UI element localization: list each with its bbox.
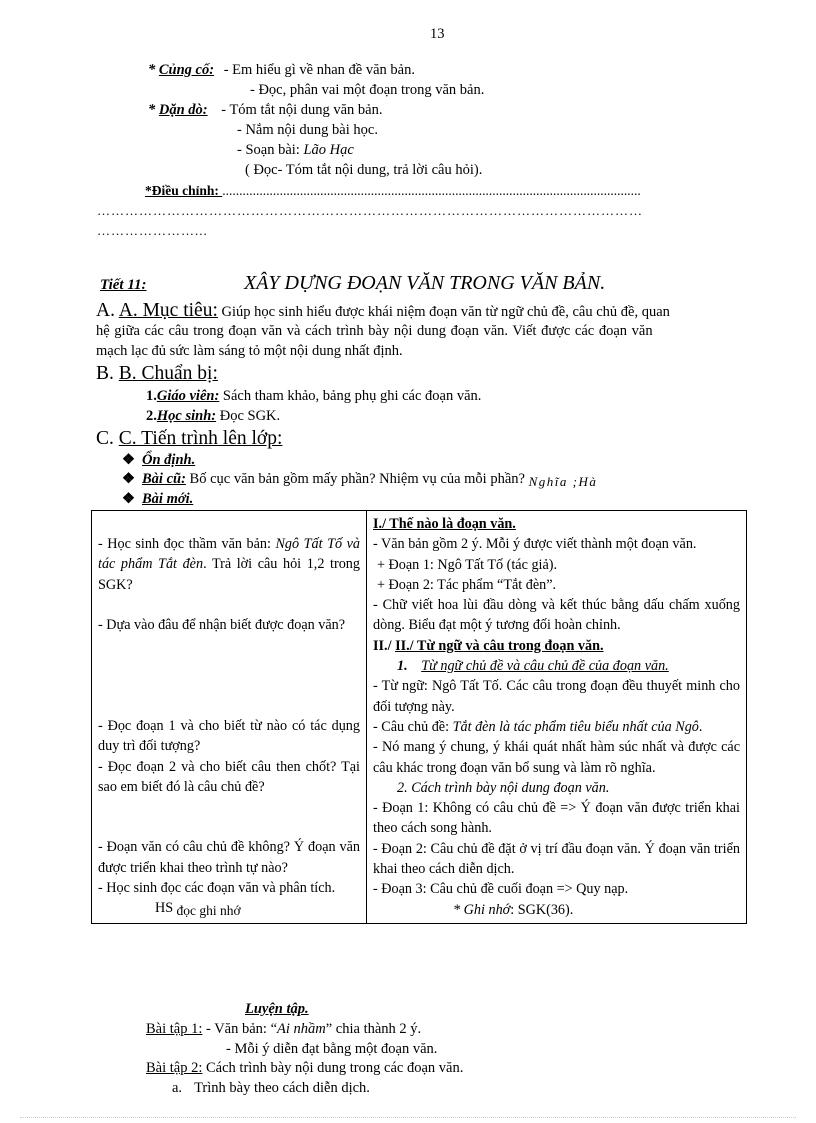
content-r7: - Nó mang ý chung, ý khái quát nhất hàm súc nhất và được các câu khác trong đoạn văn bổ sung và làm rõ nghĩa. [373, 739, 740, 776]
question-7-text: đọc ghi nhớ [173, 903, 241, 919]
exercise-2-text: Cách trình bày nội dung trong các đoạn văn. [202, 1060, 464, 1076]
exercise-1-line-2: - Mỗi ý diễn đạt bằng một đoạn văn. [226, 1041, 438, 1057]
question-7 [98, 898, 360, 918]
prep-student [146, 408, 280, 425]
section-2-heading: II./ II./ Từ ngữ và câu trong đoạn văn. [373, 637, 604, 654]
question-1-b: Ngô Tất Tố và tác phẩm Tắt đèn [98, 536, 360, 573]
dan-do-text-3-title: Lão Hạc [303, 142, 354, 158]
step-2-names: Nghĩa ;Hà [528, 474, 598, 489]
dan-do-text-3 [237, 142, 354, 159]
process-heading: C. C. Tiến trình lên lớp: [96, 428, 283, 449]
question-4: - Đọc đoạn 2 và cho biết câu then chốt? Tại sao em biết đó là câu chủ đề? [98, 758, 360, 796]
exercise-1-label: Bài tập 1: [146, 1021, 203, 1037]
diamond-bullet-icon: ❖ [122, 471, 135, 487]
lesson-title: XÂY DỰNG ĐOẠN VĂN TRONG VĂN BẢN. [244, 272, 606, 294]
step-2-text: Bố cục văn bản gồm mấy phần? Nhiệm vụ của mỗi phần? [185, 471, 529, 487]
content-r6-c: . [698, 718, 703, 735]
dieu-chinh-line [145, 183, 641, 199]
content-r8: - Đoạn 1: Không có câu chủ đề => Ý đoạn văn được triển khai theo cách song hành. [373, 800, 740, 837]
diamond-bullet-icon: ❖ [122, 491, 135, 507]
dieu-chinh-label: *Điều chỉnh: [145, 183, 223, 198]
prep-teacher-text: Sách tham khảo, bảng phụ ghi các đoạn văn. [219, 388, 482, 404]
objective-label: A. A. Mục tiêu: [96, 300, 218, 321]
content-r3: + Đoạn 2: Tác phẩm “Tắt đèn”. [377, 576, 557, 593]
dan-do-text-1: - Tóm tắt nội dung văn bản. [221, 102, 383, 118]
prep-label: B. Chuẩn bị: [118, 363, 218, 384]
question-1-a: - Học sinh đọc thầm văn bản: [98, 536, 276, 552]
subsection-2-heading: 2. Cách trình bày nội dung đoạn văn. [397, 779, 610, 796]
subsection-1-text: Từ ngữ chủ đề và câu chủ đề của đoạn văn. [421, 658, 669, 675]
dan-do-text-3-prefix: - Soạn bài: [237, 142, 304, 158]
content-r9: - Đoạn 2: Câu chủ đề đặt ở vị trí đầu đoạn văn. Ý đoạn văn triển khai theo cách diễn dịch. [373, 840, 740, 878]
question-1 [98, 534, 360, 595]
objective-text-1: Giúp học sinh hiểu được khái niệm đoạn văn từ ngữ chủ đề, câu chủ đề, quan [217, 304, 670, 320]
dan-do-text-4: ( Đọc- Tóm tắt nội dung, trả lời câu hỏi). [245, 162, 483, 178]
diamond-bullet-icon: ❖ [122, 452, 135, 468]
content-r11-a: * Ghi nhớ [453, 901, 511, 918]
exercise-2 [146, 1060, 463, 1077]
dan-do-star: * [148, 102, 159, 118]
content-r6-b: Tắt đèn là tác phẩm tiêu biểu nhất của Ngô [452, 718, 699, 735]
objective-text-3: mạch lạc đủ sức làm sáng tỏ một nội dung nhất định. [96, 343, 403, 359]
dieu-chinh-dots: ............................................................................................................................ [222, 183, 641, 198]
dots-line-3: …………………... [97, 223, 208, 238]
table-row [92, 511, 747, 924]
subsection-1-heading [373, 656, 740, 676]
content-r6 [373, 717, 740, 737]
tiet-label: Tiết 11: [100, 277, 147, 293]
dan-do-text-2: - Nắm nội dung bài học. [237, 122, 378, 138]
step-2-label: Bài cũ: [142, 471, 186, 487]
cung-co-text-1: - Em hiểu gì về nhan đề văn bản. [223, 62, 415, 78]
objective-text-2: hệ giữa các câu trong đoạn văn và cách trình bày nội dung đoạn văn. Viết được các đoạn văn [96, 323, 653, 339]
content-r2: + Đoạn 1: Ngô Tất Tố (tác giả). [377, 556, 558, 573]
question-2: - Dựa vào đâu để nhận biết được đoạn văn? [98, 616, 346, 633]
question-7-hs: HS [155, 900, 174, 917]
prep-student-num: 2. [146, 408, 157, 424]
prep-student-text: Đọc SGK. [216, 408, 281, 424]
exercise-2-a [172, 1080, 370, 1097]
exercise-1 [146, 1021, 421, 1038]
step-3 [122, 491, 193, 508]
step-1 [122, 452, 195, 469]
process-label: C. Tiến trình lên lớp: [118, 428, 283, 449]
question-6: - Học sinh đọc các đoạn văn và phân tích. [98, 879, 336, 896]
prep-student-label: Học sinh: [156, 408, 217, 424]
lesson-table [91, 510, 747, 924]
exercise-2-a-num: a. [172, 1080, 183, 1096]
cung-co-line-1 [148, 62, 415, 79]
dan-do-label: Dặn dò: [158, 102, 208, 118]
dots-line-2: ……………………………………………………………………………………………………… [97, 203, 643, 218]
exercise-2-a-text: Trình bày theo cách diễn dịch. [194, 1080, 370, 1096]
subsection-1-num: 1. [397, 658, 408, 675]
exercise-1-a: - Văn bản: “ [202, 1021, 278, 1037]
cung-co-text-2: - Đọc, phân vai một đoạn trong văn bản. [250, 82, 485, 98]
content-column [367, 511, 747, 924]
teacher-activity-column [92, 511, 367, 924]
dan-do-line-1 [148, 102, 382, 119]
content-r5: - Từ ngữ: Ngô Tất Tố. Các câu trong đoạn đều thuyết minh cho đối tượng này. [373, 678, 740, 715]
prep-teacher-label: Giáo viên: [156, 388, 220, 404]
cung-co-star: * [148, 62, 159, 78]
prep-teacher [146, 388, 481, 405]
section-2-heading-text: II./ Từ ngữ và câu trong đoạn văn. [395, 637, 604, 654]
content-r11-b: : SGK(36). [510, 901, 574, 918]
content-r6-a: - Câu chủ đề: [373, 718, 453, 735]
step-1-text: Ổn định. [142, 452, 196, 468]
question-1-c: . Trả lời câu hỏi 1,2 trong SGK? [98, 556, 360, 593]
objective-label-text: A. Mục tiêu: [118, 300, 218, 321]
footer-rule [20, 1117, 796, 1118]
exercise-2-label: Bài tập 2: [146, 1060, 203, 1076]
exercise-1-c: ” chia thành 2 ý. [325, 1021, 422, 1037]
section-1-heading: I./ Thế nào là đoạn văn. [373, 516, 516, 532]
page-number: 13 [430, 26, 445, 42]
exercise-1-b: Ai nhầm [277, 1021, 326, 1037]
prep-teacher-num: 1. [146, 388, 157, 404]
question-5: - Đoạn văn có câu chủ đề không? Ý đoạn văn được triển khai theo trình tự nào? [98, 839, 360, 876]
content-r1: - Văn bản gồm 2 ý. Mỗi ý được viết thành một đoạn văn. [373, 536, 697, 553]
practice-title: Luyện tập. [245, 1001, 309, 1017]
question-3: - Đọc đoạn 1 và cho biết từ nào có tác dụng duy trì đối tượng? [98, 718, 360, 755]
step-3-text: Bài mới. [142, 491, 194, 507]
content-r10: - Đoạn 3: Câu chủ đề cuối đoạn => Quy nạp. [373, 881, 629, 898]
step-2 [122, 471, 597, 488]
objective-line-1 [96, 300, 670, 322]
cung-co-label: Củng cố: [158, 62, 215, 78]
prep-heading: B. B. Chuẩn bị: [96, 363, 218, 384]
content-r11 [373, 900, 740, 920]
content-r4: - Chữ viết hoa lùi đầu dòng và kết thúc bằng dấu chấm xuống dòng. Biểu đạt một ý tương đối hoàn chỉnh. [373, 597, 740, 634]
